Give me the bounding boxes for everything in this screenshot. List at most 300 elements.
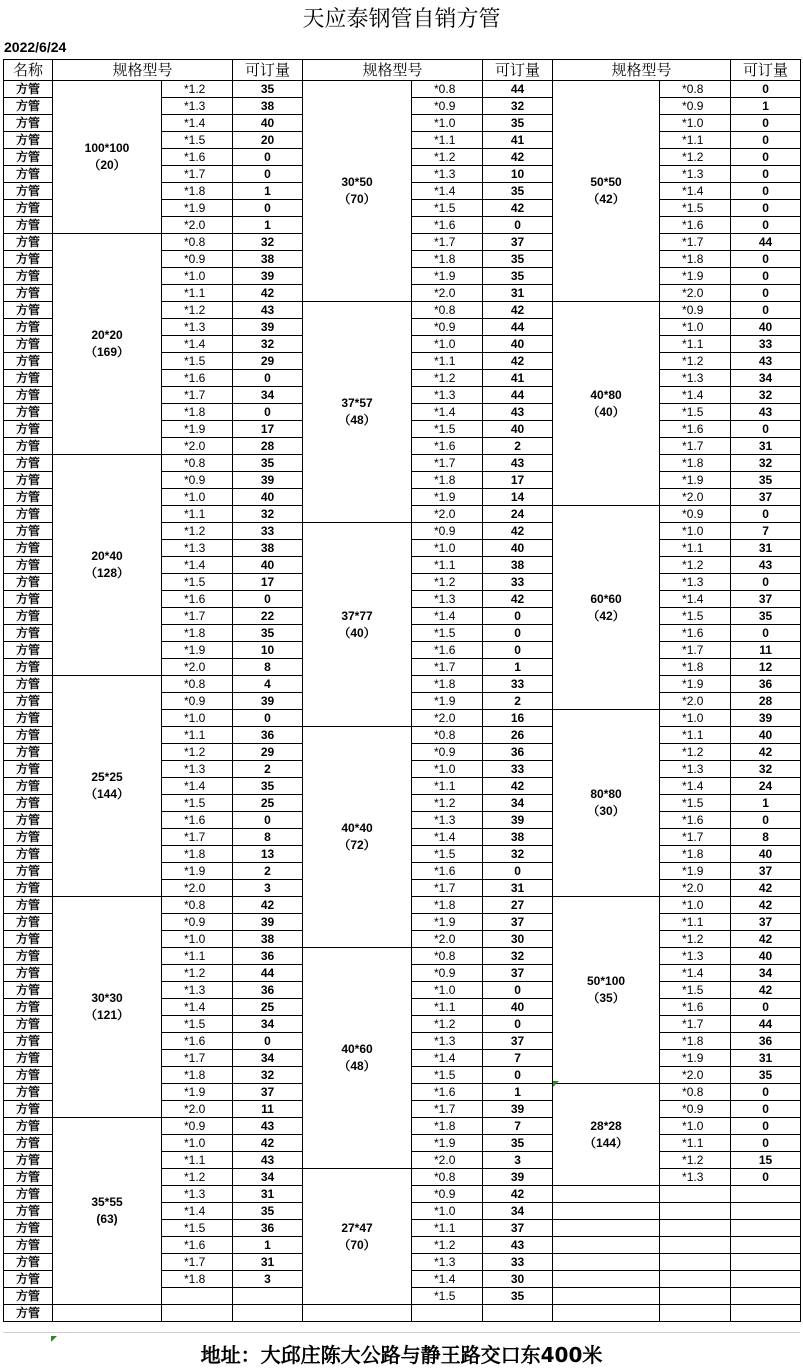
thickness-cell: *1.1: [660, 336, 731, 353]
size-group-label: 30*50: [341, 175, 373, 189]
thickness-cell: *1.6: [660, 812, 731, 829]
size-group-cell: [553, 710, 660, 897]
thickness-cell: *1.8: [162, 846, 233, 863]
thickness-cell: *1.5: [162, 353, 233, 370]
thickness-cell: *1.1: [412, 1220, 483, 1237]
product-name-cell: 方管: [4, 761, 53, 778]
thickness-cell: *1.0: [660, 710, 731, 727]
quantity-cell: 42: [731, 897, 801, 914]
thickness-cell: *2.0: [660, 489, 731, 506]
quantity-cell: 35: [731, 608, 801, 625]
quantity-cell: 27: [483, 897, 553, 914]
quantity-cell: 37: [731, 489, 801, 506]
quantity-cell: 37: [731, 863, 801, 880]
quantity-cell: 0: [233, 149, 303, 166]
quantity-cell: 30: [483, 1271, 553, 1288]
product-name-cell: 方管: [4, 1101, 53, 1118]
thickness-cell: *1.3: [412, 591, 483, 608]
product-name-cell: 方管: [4, 1033, 53, 1050]
quantity-cell: 34: [731, 370, 801, 387]
quantity-cell: 0: [731, 115, 801, 132]
quantity-cell: 43: [731, 404, 801, 421]
thickness-cell: *1.3: [412, 1254, 483, 1271]
thickness-cell: *1.1: [162, 727, 233, 744]
quantity-cell: 0: [731, 574, 801, 591]
product-name-cell: 方管: [4, 149, 53, 166]
empty-cell: [660, 1305, 731, 1322]
thickness-cell: *1.9: [162, 642, 233, 659]
quantity-cell: 34: [483, 1203, 553, 1220]
size-group-total: （42）: [587, 608, 625, 623]
size-group-total: （48）: [338, 1059, 376, 1073]
quantity-cell: 0: [731, 1169, 801, 1186]
empty-cell: [553, 1305, 660, 1322]
size-group-label: 40*80: [590, 387, 622, 402]
quantity-cell: 36: [731, 1033, 801, 1050]
thickness-cell: *1.6: [412, 863, 483, 880]
thickness-cell: *1.2: [162, 81, 233, 98]
empty-cell: [53, 1305, 162, 1322]
thickness-cell: *1.3: [412, 812, 483, 829]
size-group-cell: [553, 302, 660, 506]
size-group-cell: [303, 1169, 412, 1305]
thickness-cell: *1.4: [162, 336, 233, 353]
quantity-cell: 35: [483, 1288, 553, 1305]
thickness-cell: *1.0: [162, 931, 233, 948]
quantity-cell: 8: [731, 829, 801, 846]
quantity-cell: 44: [483, 319, 553, 336]
quantity-cell: 39: [233, 268, 303, 285]
thickness-cell: *1.5: [412, 1067, 483, 1084]
empty-cell: [553, 1203, 660, 1220]
thickness-cell: *1.7: [162, 1254, 233, 1271]
thickness-cell: *0.9: [660, 302, 731, 319]
thickness-cell: *0.8: [660, 1084, 731, 1101]
thickness-cell: *0.8: [162, 676, 233, 693]
product-name-cell: 方管: [4, 778, 53, 795]
thickness-cell: *1.9: [660, 863, 731, 880]
quantity-cell: 36: [731, 676, 801, 693]
product-name-cell: 方管: [4, 557, 53, 574]
quantity-cell: 38: [233, 540, 303, 557]
thickness-cell: *1.6: [412, 642, 483, 659]
quantity-cell: 1: [483, 659, 553, 676]
quantity-cell: 8: [233, 829, 303, 846]
empty-cell: [731, 1237, 801, 1254]
thickness-cell: *1.6: [162, 370, 233, 387]
thickness-cell: *1.3: [660, 370, 731, 387]
thickness-cell: *1.4: [660, 183, 731, 200]
product-name-cell: 方管: [4, 1271, 53, 1288]
thickness-cell: *1.0: [162, 1135, 233, 1152]
quantity-cell: 0: [483, 608, 553, 625]
thickness-cell: *2.0: [162, 217, 233, 234]
size-group-total: （48）: [338, 413, 376, 427]
thickness-cell: *1.2: [412, 574, 483, 591]
quantity-cell: 0: [483, 1016, 553, 1033]
thickness-cell: *1.3: [660, 948, 731, 965]
thickness-cell: *1.0: [660, 115, 731, 132]
thickness-cell: *1.3: [162, 98, 233, 115]
thickness-cell: *1.8: [162, 625, 233, 642]
size-group-total: （128）: [84, 566, 130, 580]
quantity-cell: 36: [233, 982, 303, 999]
thickness-cell: *1.5: [412, 846, 483, 863]
product-name-cell: 方管: [4, 1169, 53, 1186]
quantity-cell: 11: [731, 642, 801, 659]
thickness-cell: *0.8: [412, 1169, 483, 1186]
quantity-cell: 39: [233, 319, 303, 336]
empty-cell: [233, 1305, 303, 1322]
quantity-cell: 39: [483, 812, 553, 829]
empty-cell: [731, 1271, 801, 1288]
quantity-cell: 1: [233, 183, 303, 200]
quantity-cell: 0: [731, 217, 801, 234]
thickness-cell: [162, 1288, 233, 1305]
thickness-cell: *1.2: [660, 149, 731, 166]
product-name-cell: 方管: [4, 965, 53, 982]
thickness-cell: *1.2: [660, 353, 731, 370]
product-name-cell: 方管: [4, 982, 53, 999]
cell-marker-icon: [553, 1081, 559, 1087]
header-qty: 可订量: [483, 60, 553, 81]
empty-cell: [731, 1220, 801, 1237]
quantity-cell: 17: [233, 574, 303, 591]
thickness-cell: *1.0: [412, 115, 483, 132]
quantity-cell: 40: [483, 336, 553, 353]
thickness-cell: *1.8: [162, 1067, 233, 1084]
quantity-cell: 34: [233, 1050, 303, 1067]
size-group-total: （169）: [84, 345, 130, 359]
size-group-cell: [303, 727, 412, 948]
quantity-cell: 44: [731, 234, 801, 251]
thickness-cell: *1.7: [412, 659, 483, 676]
size-group-label: 60*60: [590, 591, 622, 606]
product-name-cell: 方管: [4, 829, 53, 846]
thickness-cell: *1.8: [412, 1118, 483, 1135]
quantity-cell: 0: [731, 183, 801, 200]
thickness-cell: *1.2: [660, 744, 731, 761]
quantity-cell: 2: [233, 863, 303, 880]
quantity-cell: 44: [483, 387, 553, 404]
thickness-cell: *1.7: [162, 829, 233, 846]
quantity-cell: 0: [731, 149, 801, 166]
quantity-cell: 44: [731, 1016, 801, 1033]
empty-cell: [553, 1288, 660, 1305]
thickness-cell: *1.8: [412, 676, 483, 693]
quantity-cell: 41: [483, 132, 553, 149]
thickness-cell: *1.0: [162, 268, 233, 285]
quantity-cell: 31: [731, 438, 801, 455]
product-name-cell: 方管: [4, 1016, 53, 1033]
product-name-cell: 方管: [4, 591, 53, 608]
product-name-cell: 方管: [4, 795, 53, 812]
thickness-cell: *0.8: [412, 81, 483, 98]
quantity-cell: 32: [483, 846, 553, 863]
thickness-cell: *0.9: [412, 319, 483, 336]
thickness-cell: *1.4: [162, 115, 233, 132]
thickness-cell: *1.5: [162, 1016, 233, 1033]
empty-cell: [303, 1305, 412, 1322]
quantity-cell: 42: [483, 591, 553, 608]
quantity-cell: 39: [233, 914, 303, 931]
quantity-cell: 38: [233, 98, 303, 115]
thickness-cell: *1.0: [412, 540, 483, 557]
size-group-label: 40*40: [341, 821, 373, 835]
quantity-cell: 0: [233, 591, 303, 608]
empty-cell: [731, 1203, 801, 1220]
thickness-cell: *1.1: [660, 914, 731, 931]
header-qty: 可订量: [233, 60, 303, 81]
thickness-cell: *2.0: [412, 931, 483, 948]
thickness-cell: *1.5: [162, 795, 233, 812]
thickness-cell: *1.4: [660, 591, 731, 608]
quantity-cell: 35: [483, 183, 553, 200]
quantity-cell: 0: [483, 863, 553, 880]
inventory-table-body: [4, 60, 801, 1322]
thickness-cell: *1.5: [660, 608, 731, 625]
quantity-cell: 38: [233, 251, 303, 268]
empty-cell: [731, 1288, 801, 1305]
product-name-cell: 方管: [4, 438, 53, 455]
thickness-cell: *1.4: [162, 1203, 233, 1220]
thickness-cell: *1.3: [660, 1169, 731, 1186]
size-group-label: 25*25: [91, 770, 123, 784]
product-name-cell: 方管: [4, 387, 53, 404]
thickness-cell: *2.0: [412, 285, 483, 302]
thickness-cell: *1.7: [162, 166, 233, 183]
quantity-cell: 35: [233, 455, 303, 472]
product-name-cell: 方管: [4, 336, 53, 353]
quantity-cell: 0: [731, 421, 801, 438]
quantity-cell: 11: [233, 1101, 303, 1118]
quantity-cell: 42: [233, 1135, 303, 1152]
thickness-cell: *1.0: [660, 897, 731, 914]
size-group-label: 50*100: [587, 974, 626, 988]
thickness-cell: *0.8: [162, 897, 233, 914]
thickness-cell: *1.6: [412, 438, 483, 455]
quantity-cell: 35: [233, 81, 303, 98]
product-name-cell: 方管: [4, 642, 53, 659]
size-group-total: （40）: [587, 404, 625, 419]
size-group-label: 50*50: [590, 175, 622, 189]
thickness-cell: *1.9: [660, 676, 731, 693]
quantity-cell: 32: [233, 336, 303, 353]
quantity-cell: 37: [483, 965, 553, 982]
thickness-cell: *1.8: [660, 659, 731, 676]
thickness-cell: *1.8: [660, 846, 731, 863]
thickness-cell: *1.2: [162, 523, 233, 540]
size-group-label: 35*55: [91, 1195, 123, 1209]
quantity-cell: 31: [233, 1254, 303, 1271]
quantity-cell: 39: [233, 693, 303, 710]
product-name-cell: 方管: [4, 659, 53, 676]
quantity-cell: 33: [483, 676, 553, 693]
thickness-cell: *1.3: [660, 761, 731, 778]
size-group-cell: [53, 234, 162, 455]
quantity-cell: 0: [731, 302, 801, 319]
quantity-cell: 1: [233, 217, 303, 234]
quantity-cell: 37: [483, 914, 553, 931]
quantity-cell: 2: [483, 438, 553, 455]
thickness-cell: *0.9: [660, 506, 731, 523]
size-group-cell: [53, 1118, 162, 1305]
product-name-cell: 方管: [4, 1050, 53, 1067]
size-group-cell: [303, 81, 412, 302]
product-name-cell: 方管: [4, 183, 53, 200]
product-name-cell: 方管: [4, 506, 53, 523]
thickness-cell: *1.5: [660, 982, 731, 999]
size-group-cell: [553, 81, 660, 302]
thickness-cell: *1.3: [162, 982, 233, 999]
thickness-cell: *1.5: [412, 625, 483, 642]
empty-cell: [660, 1186, 731, 1203]
size-group-label: 28*28: [590, 1118, 622, 1133]
size-group-cell: [53, 676, 162, 897]
quantity-cell: 40: [233, 115, 303, 132]
size-group-cell: [303, 523, 412, 727]
thickness-cell: *1.2: [162, 1169, 233, 1186]
thickness-cell: *1.3: [162, 761, 233, 778]
thickness-cell: *1.3: [162, 1186, 233, 1203]
thickness-cell: *1.8: [660, 455, 731, 472]
quantity-cell: 1: [233, 1237, 303, 1254]
quantity-cell: 42: [483, 149, 553, 166]
thickness-cell: *1.8: [412, 897, 483, 914]
product-name-cell: 方管: [4, 234, 53, 251]
quantity-cell: 22: [233, 608, 303, 625]
product-name-cell: 方管: [4, 268, 53, 285]
quantity-cell: 1: [731, 98, 801, 115]
quantity-cell: 0: [233, 370, 303, 387]
thickness-cell: *1.7: [660, 642, 731, 659]
quantity-cell: 25: [233, 795, 303, 812]
thickness-cell: *1.5: [660, 795, 731, 812]
empty-cell: [412, 1305, 483, 1322]
quantity-cell: 0: [731, 251, 801, 268]
header-name: 名称: [4, 60, 53, 81]
product-name-cell: 方管: [4, 1305, 53, 1322]
date-label: 2022/6/24: [4, 39, 67, 55]
product-name-cell: 方管: [4, 217, 53, 234]
quantity-cell: 40: [731, 948, 801, 965]
quantity-cell: 43: [233, 1152, 303, 1169]
thickness-cell: *1.7: [162, 1050, 233, 1067]
thickness-cell: *1.2: [412, 795, 483, 812]
quantity-cell: 0: [731, 1084, 801, 1101]
size-group-label: 100*100: [84, 141, 130, 155]
thickness-cell: *1.5: [412, 200, 483, 217]
thickness-cell: *2.0: [162, 1101, 233, 1118]
thickness-cell: *1.1: [660, 540, 731, 557]
quantity-cell: 43: [483, 455, 553, 472]
quantity-cell: 33: [483, 761, 553, 778]
thickness-cell: *0.9: [162, 251, 233, 268]
thickness-cell: *0.9: [412, 1186, 483, 1203]
thickness-cell: *1.7: [412, 234, 483, 251]
quantity-cell: 35: [483, 1135, 553, 1152]
quantity-cell: 38: [233, 931, 303, 948]
quantity-cell: 38: [483, 829, 553, 846]
quantity-cell: 40: [233, 489, 303, 506]
thickness-cell: *0.8: [412, 302, 483, 319]
quantity-cell: 0: [483, 217, 553, 234]
quantity-cell: 32: [233, 506, 303, 523]
thickness-cell: *1.4: [660, 387, 731, 404]
product-name-cell: 方管: [4, 81, 53, 98]
quantity-cell: 40: [483, 999, 553, 1016]
size-group-total: （144）: [84, 787, 130, 801]
thickness-cell: *0.8: [412, 948, 483, 965]
size-group-total: （72）: [338, 838, 376, 852]
quantity-cell: 42: [483, 1186, 553, 1203]
thickness-cell: *0.9: [660, 1101, 731, 1118]
product-name-cell: 方管: [4, 727, 53, 744]
quantity-cell: 31: [233, 1186, 303, 1203]
thickness-cell: *1.1: [412, 353, 483, 370]
quantity-cell: 0: [233, 404, 303, 421]
quantity-cell: 42: [483, 302, 553, 319]
size-group-total: （70）: [338, 192, 376, 206]
quantity-cell: 32: [233, 1067, 303, 1084]
product-name-cell: 方管: [4, 285, 53, 302]
empty-cell: [553, 1254, 660, 1271]
thickness-cell: *2.0: [412, 1152, 483, 1169]
quantity-cell: 20: [233, 132, 303, 149]
thickness-cell: *1.9: [412, 1135, 483, 1152]
quantity-cell: 12: [731, 659, 801, 676]
thickness-cell: *1.4: [660, 965, 731, 982]
quantity-cell: 42: [483, 200, 553, 217]
product-name-cell: 方管: [4, 166, 53, 183]
product-name-cell: 方管: [4, 710, 53, 727]
thickness-cell: *0.9: [412, 523, 483, 540]
thickness-cell: *1.4: [412, 1271, 483, 1288]
quantity-cell: 1: [731, 795, 801, 812]
quantity-cell: 34: [233, 1016, 303, 1033]
quantity-cell: 3: [233, 1271, 303, 1288]
thickness-cell: *1.8: [162, 183, 233, 200]
product-name-cell: 方管: [4, 880, 53, 897]
quantity-cell: 7: [483, 1050, 553, 1067]
thickness-cell: *1.9: [660, 268, 731, 285]
quantity-cell: 29: [233, 744, 303, 761]
quantity-cell: 0: [731, 1135, 801, 1152]
quantity-cell: 17: [483, 472, 553, 489]
quantity-cell: 31: [483, 880, 553, 897]
quantity-cell: 0: [731, 999, 801, 1016]
quantity-cell: 0: [731, 81, 801, 98]
size-group-total: （20）: [88, 158, 126, 172]
product-name-cell: 方管: [4, 693, 53, 710]
empty-cell: [553, 1271, 660, 1288]
size-group-cell: [53, 897, 162, 1118]
thickness-cell: *0.9: [162, 914, 233, 931]
quantity-cell: 31: [483, 285, 553, 302]
thickness-cell: *1.8: [412, 472, 483, 489]
thickness-cell: *1.3: [412, 1033, 483, 1050]
empty-cell: [731, 1305, 801, 1322]
quantity-cell: 33: [233, 523, 303, 540]
quantity-cell: 43: [233, 302, 303, 319]
thickness-cell: *1.3: [660, 574, 731, 591]
quantity-cell: 43: [731, 353, 801, 370]
quantity-cell: 31: [731, 540, 801, 557]
thickness-cell: *1.6: [162, 812, 233, 829]
size-group-cell: [303, 302, 412, 523]
thickness-cell: *1.3: [412, 387, 483, 404]
quantity-cell: 0: [233, 166, 303, 183]
